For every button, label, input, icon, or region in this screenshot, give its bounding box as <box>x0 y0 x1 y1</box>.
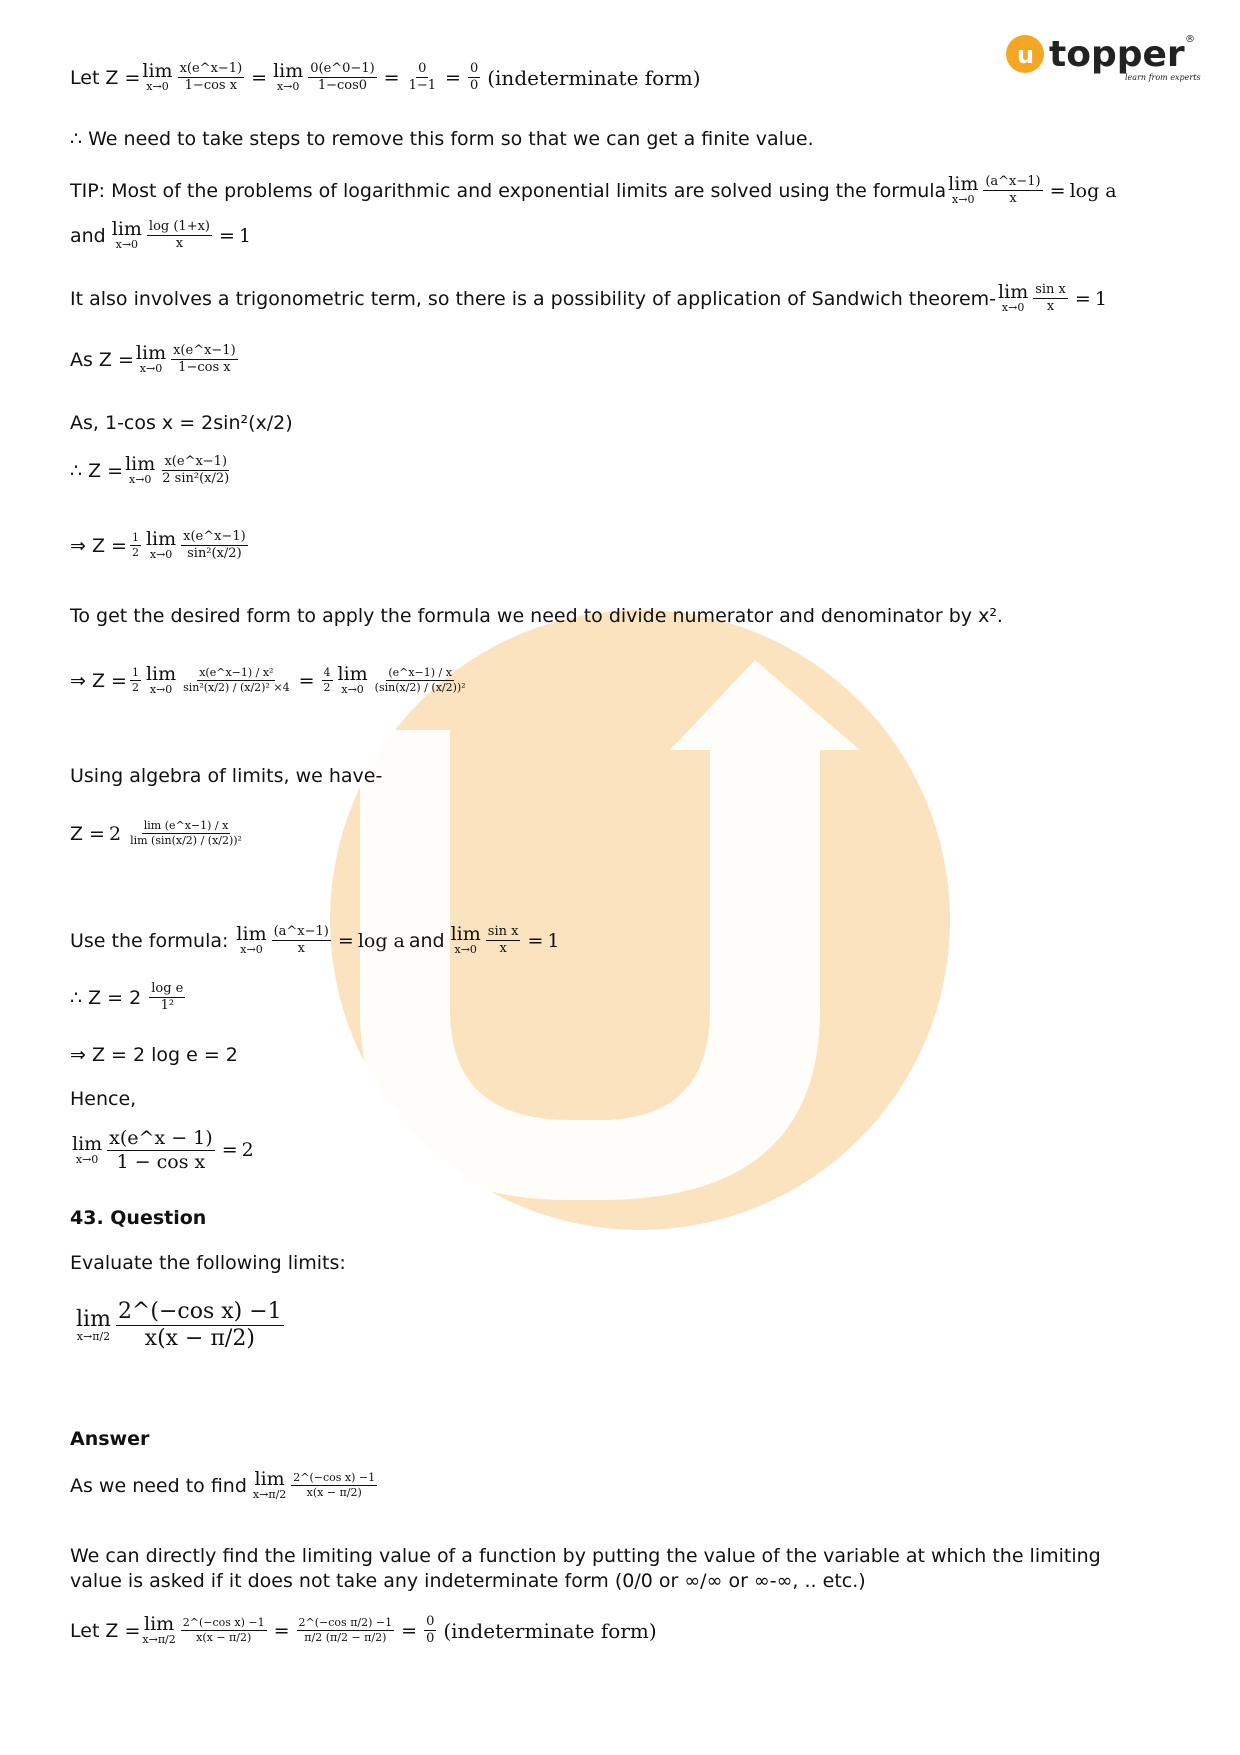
line-tip: TIP: Most of the problems of logarithmic and exponential limits are solved using the formula lim x→0 $\frac{(a\^{}x-1)}{x}$ = log a <box>70 173 1117 207</box>
answer-title: Answer <box>70 1428 150 1450</box>
line-z-half: ⇒ Z = $\frac{1}{2}$ lim x→0 $\frac{x(e\^{}x-1)}{\text{sin²(x/2)}}$ <box>70 528 246 562</box>
svg-text:®: ® <box>1185 34 1195 45</box>
line-use-formula: Use the formula: lim x→0 $\frac{(a\^{}x-1)}{x}$ = log a and lim x→0 $\frac{\text{sin x}}{x}$ = 1 <box>70 923 560 957</box>
line-remove-form: ∴ We need to take steps to remove this form so that we can get a finite value. <box>70 128 814 150</box>
answer-let-z: Let Z = lim x→π/2 $\frac{\text{2\textasciicircum{}(−cos x) −1}}{x(x - \pi/2)}$ = $\frac{\text{2\textasciicircum{}(−cos π/2) −1}}{\pi/2 (\pi/2 - \pi/2)}$ = $\frac{0}{0}$ (indeterminate form) <box>70 1613 657 1647</box>
svg-text:u: u <box>1017 41 1035 69</box>
question-instruction: Evaluate the following limits: <box>70 1252 346 1274</box>
line-z-divided: ⇒ Z = $\frac{1}{2}$ lim x→0 $\frac{\text{x(e\textasciicircum{}x−1) / x²}}{\text{sin²(x/2) / (x/2)² ×4}}$ = $\frac{4}{2}$ lim x→0 $\frac{(e\^{}x-1) / x}{\text{(sin(x/2) / (x/2))²}}$ <box>70 663 466 696</box>
line-z-log-e: ∴ Z = 2 $\frac{\text{log e}}{\text{1²}}$ <box>70 981 184 1014</box>
answer-direct-2: value is asked if it does not take any indeterminate form (0/0 or ∞/∞ or ∞-∞, .. etc.) <box>70 1570 866 1592</box>
line-z-equals-2: ⇒ Z = 2 log e = 2 <box>70 1044 238 1066</box>
line-final-result: lim x→0 $\frac{x(e\^{}x - 1)}{\text{1 − cos x}}$ = 2 <box>72 1127 254 1173</box>
line-algebra: Using algebra of limits, we have- <box>70 765 383 787</box>
question-expression: lim x→π/2 $\frac{\text{2\textasciicircum{}(−cos x) −1}}{x(x - \pi/2)}$ <box>76 1299 282 1352</box>
svg-text:topper: topper <box>1049 34 1185 75</box>
line-as-z: As Z = lim x→0 $\frac{x(e\^{}x-1)}{\text{1−cos x}}$ <box>70 342 236 376</box>
answer-find: As we need to find lim x→π/2 $\frac{\text{2\textasciicircum{}(−cos x) −1}}{x(x - \pi/2)}$ <box>70 1468 376 1501</box>
line-let-z: Let Z = lim x→0 $\frac{x(e\^{}x-1)}{\text{1−cos x}}$ = lim x→0 $\frac{0(e\^{}0-1)}{1-\cos 0}$ = $\frac{0}{1-1}$ = $\frac{0}{0}$ (indeterminate form) <box>70 60 701 94</box>
line-z-algebra: Z = 2 $\frac{\lim (e\^{}x-1) / x}{\text{lim (sin(x/2) / (x/2))²}}$ <box>70 819 242 848</box>
line-divide-x2: To get the desired form to apply the formula we need to divide numerator and denominator by x². <box>70 605 1003 627</box>
line-cos-identity: As, 1-cos x = 2sin²(x/2) <box>70 412 293 434</box>
answer-direct-1: We can directly find the limiting value of a function by putting the value of the variable at which the limiting <box>70 1545 1101 1567</box>
svg-text:learn from experts: learn from experts <box>1125 73 1201 82</box>
line-z-sin2: ∴ Z = lim x→0 $\frac{x(e\^{}x-1)}{\text{2 sin²(x/2)}}$ <box>70 453 230 487</box>
line-hence: Hence, <box>70 1088 137 1110</box>
line-sandwich: It also involves a trigonometric term, so there is a possibility of application of Sandwich theorem- lim x→0 $\frac{\text{sin x}}{x}$ = 1 <box>70 281 1107 315</box>
question-title: 43. Question <box>70 1207 207 1229</box>
topper-logo <box>1005 28 1205 88</box>
line-and-log: and lim x→0 $\frac{\log (1+x)}{x}$ = 1 <box>70 218 252 252</box>
